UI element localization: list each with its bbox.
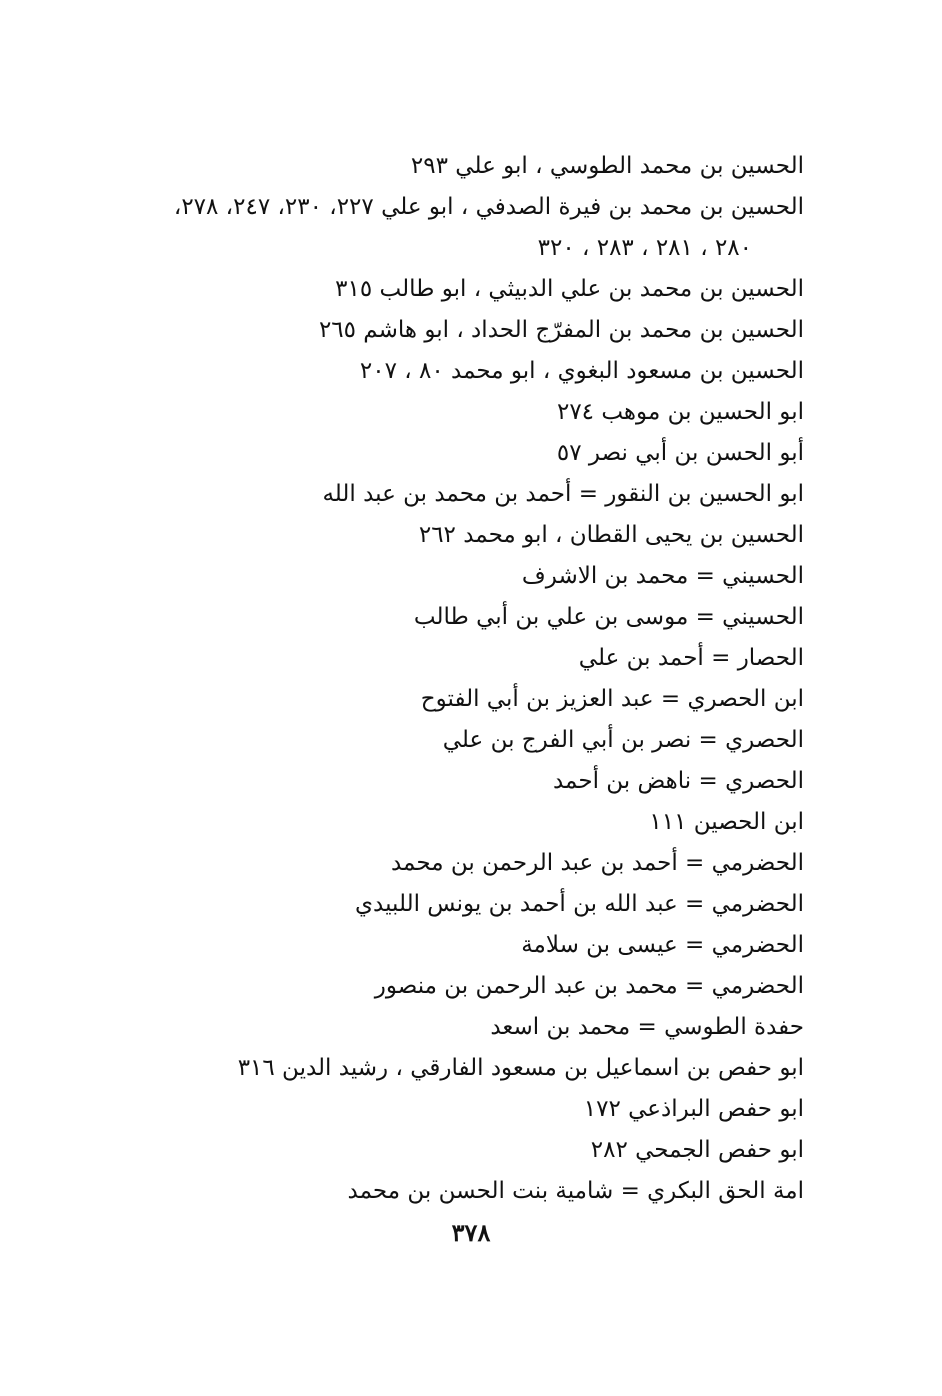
- index-entry: الحسيني = محمد بن الاشرف: [521, 563, 804, 589]
- index-entry: ابو حفص الجمحي ٢٨٢: [590, 1137, 804, 1163]
- index-entry: ابو حفص بن اسماعيل بن مسعود الفارقي ، رشيد الدين ٣١٦: [237, 1055, 804, 1081]
- index-entry: الحضرمي = محمد بن عبد الرحمن بن منصور: [374, 973, 804, 999]
- index-entry: الحصار = أحمد بن علي: [578, 645, 804, 671]
- index-entry: ابو الحسين بن النقور = أحمد بن محمد بن عبد الله: [322, 481, 804, 507]
- index-entry: الحصري = ناهض بن أحمد: [552, 768, 804, 794]
- index-entry: ابن الحصين ١١١: [649, 809, 804, 835]
- index-entry: ابو الحسين بن موهب ٢٧٤: [556, 399, 804, 425]
- page-number: ٣٧٨: [451, 1218, 491, 1247]
- index-entry: الحسين بن محمد بن علي الدبيثي ، ابو طالب ٣١٥: [335, 276, 804, 302]
- index-entry: الحضرمي = عبد الله بن أحمد بن يونس اللبيدي: [355, 891, 804, 917]
- index-entry: ابن الحصري = عبد العزيز بن أبي الفتوح: [420, 686, 804, 712]
- index-entry: الحسين بن مسعود البغوي ، ابو محمد ٨٠ ، ٢٠٧: [359, 358, 804, 384]
- index-entry: حفدة الطوسي = محمد بن اسعد: [490, 1014, 804, 1040]
- index-entry: الحصري = نصر بن أبي الفرج بن علي: [442, 727, 804, 753]
- index-entry: الحسين بن محمد الطوسي ، ابو علي ٢٩٣: [410, 153, 804, 179]
- index-entry: الحسيني = موسى بن علي بن أبي طالب: [413, 604, 804, 630]
- index-entry: الحضرمي = أحمد بن عبد الرحمن بن محمد: [390, 850, 804, 876]
- index-entry: الحسين بن محمد بن المفرّج الحداد ، ابو هاشم ٢٦٥: [318, 317, 804, 343]
- index-entry: امة الحق البكري = شامية بنت الحسن بن محمد: [347, 1178, 804, 1204]
- index-entry: الحضرمي = عيسى بن سلامة: [521, 932, 804, 958]
- index-column: [104, 146, 804, 1212]
- index-entry-continuation: ٢٨٠ ، ٢٨١ ، ٢٨٣ ، ٣٢٠: [537, 235, 752, 261]
- index-entry: الحسين بن يحيى القطان ، ابو محمد ٢٦٢: [418, 522, 804, 548]
- index-entry: أبو الحسن بن أبي نصر ٥٧: [556, 440, 804, 466]
- index-entry: الحسين بن محمد بن فيرة الصدفي ، ابو علي ٢٢٧، ٢٣٠، ٢٤٧، ٢٧٨،: [173, 194, 804, 220]
- index-entry: ابو حفص البراذعي ١٧٢: [583, 1096, 804, 1122]
